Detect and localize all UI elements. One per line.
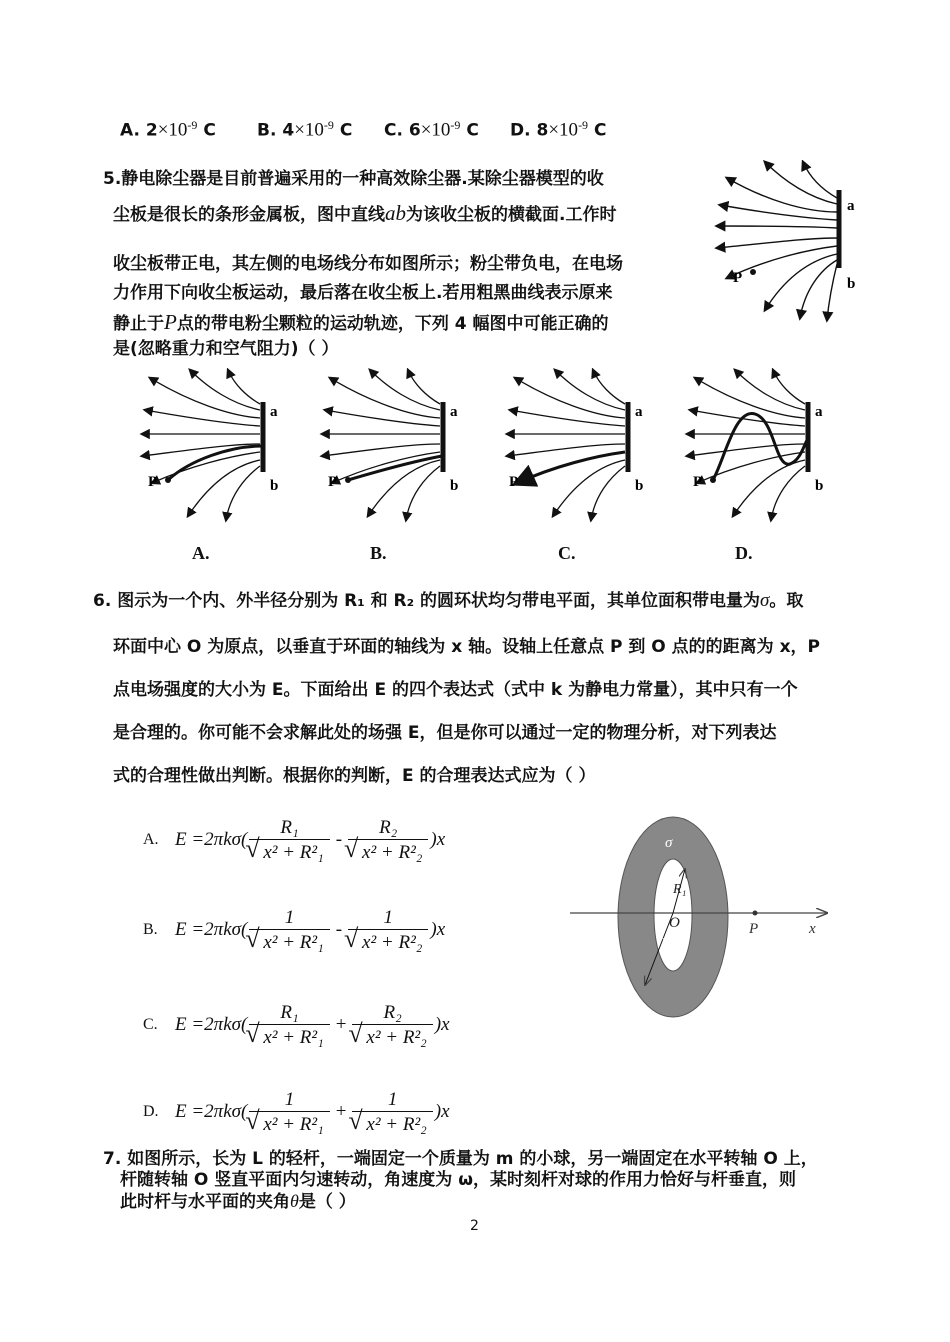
svg-text:a: a [635,404,643,420]
q6-option-a: A. E =2πkσ( R₁ √ x² + R²₁ - R₂ √ x² + R²₂ )x [143,808,445,872]
svg-text:b: b [635,478,644,494]
q5-line-4: 力作用下向收尘板运动，最后落在收尘板上.若用粗黑曲线表示原来 [113,283,613,303]
q5-figure-c [485,368,655,528]
q5-figure-a [120,368,290,528]
svg-text:R₂: R₂ [661,936,675,951]
q4-option-b: B. $4\times 10^{-9}$ C [257,118,353,141]
q6-option-d: D. E =2πkσ( 1 √ x² + R²₁ + 1 √ x² + R²₂ )x [143,1080,450,1144]
q5-line-5: 静止于P点的带电粉尘颗粒的运动轨迹，下列 4 幅图中可能正确的 [113,310,609,334]
q5-line-1: 5.静电除尘器是目前普遍采用的一种高效除尘器.某除尘器模型的收 [103,169,604,189]
svg-text:O: O [669,915,680,931]
q5-figure-b [300,368,470,528]
point-p [753,911,758,916]
q6-option-c: C. E =2πkσ( R₁ √ x² + R²₁ + R₂ √ x² + R²₂ )x [143,993,450,1057]
q4-options [120,114,640,144]
q7-line-3: 此时杆与水平面的夹角θ是（ ） [120,1191,356,1212]
q4-option-a: A. $2\times 10^{-9}$ C [120,118,216,141]
q6-line-1: 6. 图示为一个内、外半径分别为 R₁ 和 R₂ 的圆环状均匀带电平面，其单位面积带电量为σ。取 [93,590,804,611]
q5-line-6: 是(忽略重力和空气阻力)（ ） [113,339,339,359]
svg-text:b: b [815,478,824,494]
q5-line-3: 收尘板带正电，其左侧的电场线分布如图所示；粉尘带负电，在电场 [113,254,623,274]
svg-text:P: P [328,474,338,490]
svg-text:b: b [270,478,279,494]
q4-option-d: D. $8\times 10^{-9}$ C [510,118,607,141]
field-lines [717,162,837,320]
svg-text:a: a [450,404,458,420]
q5-caption-d: D. [735,543,753,563]
svg-text:P: P [733,270,743,286]
q5-caption-a: A. [192,543,210,563]
svg-text:a: a [270,404,278,420]
q5-caption-c: C. [558,543,576,563]
svg-text:a: a [847,198,855,214]
q6-ring-figure [565,815,840,1025]
svg-text:R₁: R₁ [673,882,687,897]
q7-line-2: 杆随转轴 O 竖直平面内匀速转动，角速度为 ω，某时刻杆对球的作用力恰好与杆垂直，则 [120,1170,796,1190]
q6-line-4: 是合理的。你可能不会求解此处的场强 E，但是你可以通过一定的物理分析，对下列表达 [113,723,777,743]
svg-text:P: P [749,921,759,937]
svg-text:P: P [509,474,519,490]
svg-text:σ: σ [665,835,673,851]
q5-caption-b: B. [370,543,387,563]
q6-option-b: B. E =2πkσ( 1 √ x² + R²₁ - 1 √ x² + R²₂ )x [143,898,445,962]
svg-text:x: x [809,921,816,937]
point-p [750,269,756,275]
q7-line-1: 7. 如图所示，长为 L 的轻杆，一端固定一个质量为 m 的小球，另一端固定在水平转轴 O 上， [103,1149,818,1169]
svg-text:P: P [693,474,703,490]
q6-line-3: 点电场强度的大小为 E。下面给出 E 的四个表达式（式中 k 为静电力常量），其中只有一个 [113,680,798,700]
svg-text:b: b [847,276,856,292]
q5-main-figure [705,160,875,325]
svg-text:P: P [148,474,158,490]
q5-figure-d [665,368,840,528]
q5-line-2: 尘板是很长的条形金属板，图中直线ab为该收尘板的横截面.工作时 [113,201,617,225]
page-number: 2 [470,1218,479,1234]
svg-text:b: b [450,478,459,494]
q6-line-5: 式的合理性做出判断。根据你的判断，E 的合理表达式应为（ ） [113,766,596,786]
svg-text:a: a [815,404,823,420]
q4-option-c: C. $6\times 10^{-9}$ C [384,118,479,141]
q6-line-2: 环面中心 O 为原点，以垂直于环面的轴线为 x 轴。设轴上任意点 P 到 O 点的的距离为 x，P [113,637,821,657]
q5-option-figures [120,368,840,573]
